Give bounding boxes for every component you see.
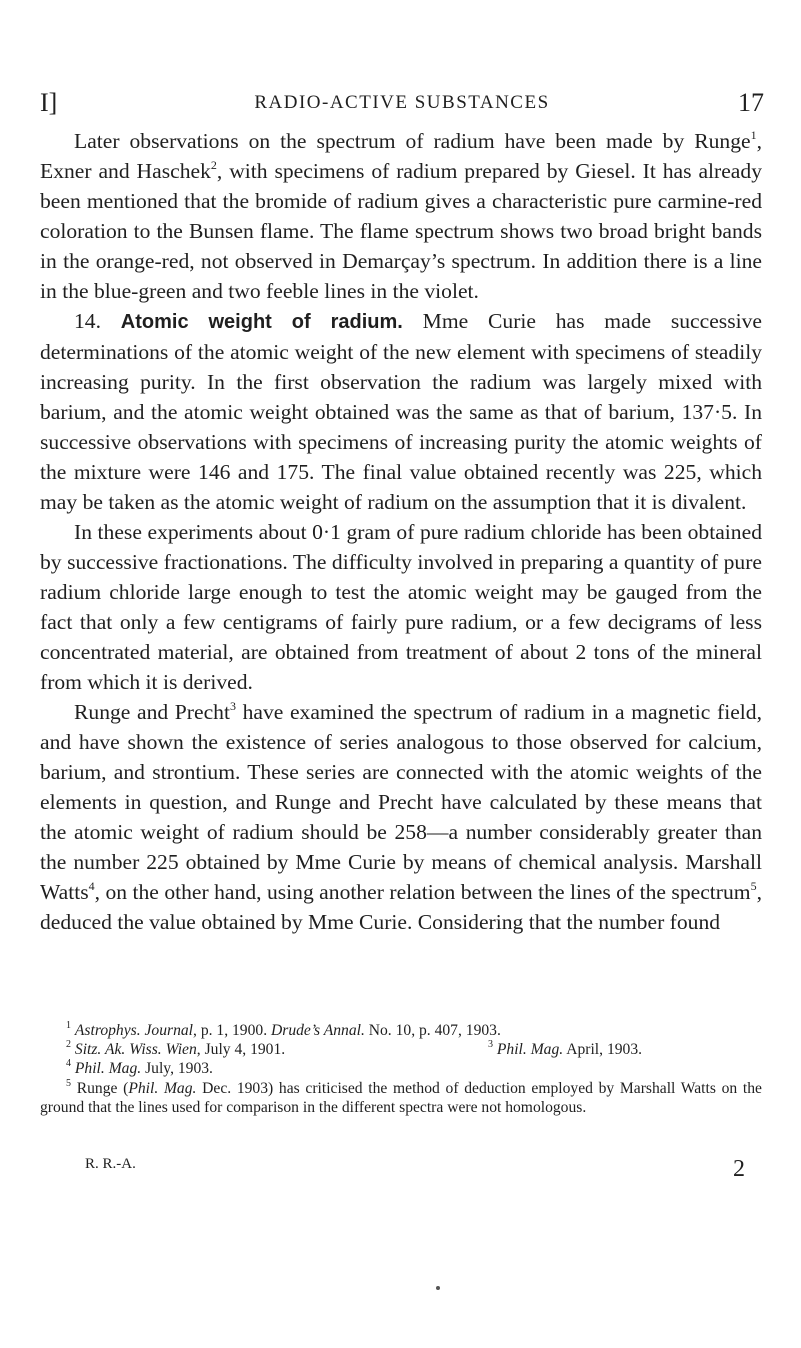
footnote-row-2-3 bbox=[40, 1040, 762, 1059]
signature-mark: R. R.-A. bbox=[85, 1156, 136, 1172]
paper-speck bbox=[436, 1286, 440, 1290]
text-run: , Exner and Haschek bbox=[40, 129, 762, 183]
chapter-marker: I] bbox=[40, 88, 58, 117]
page-number: 17 bbox=[738, 88, 764, 117]
running-title: RADIO-ACTIVE SUBSTANCES bbox=[254, 92, 550, 113]
footnote-row-1-2 bbox=[40, 1021, 762, 1040]
footnote-5: $^5$ Runge (Phil. Mag. Dec. 1903) has criticised the method of deduction employed by Marshall Watts on the ground that the lines used for comparison in the different spectra were not homologous. bbox=[40, 1077, 762, 1116]
footnote-ref: 2 bbox=[210, 158, 217, 172]
signature-number: 2 bbox=[733, 1156, 745, 1182]
footnote-1: $^1$ Astrophys. Journal, p. 1, 1900. Drude’s Annal. No. 10, p. 407, 1903. bbox=[66, 1020, 501, 1039]
text-run: Later observations on the spectrum of radium have been made by Runge bbox=[74, 129, 751, 153]
paragraph bbox=[40, 517, 762, 697]
text-run: , deduced the value obtained by Mme Curie. Considering that the number found bbox=[40, 880, 762, 934]
section-heading: Atomic weight of radium. bbox=[120, 311, 403, 333]
paragraph bbox=[40, 126, 762, 306]
running-header bbox=[40, 88, 764, 118]
text-run: Mme Curie has made successive determinations of the atomic weight of the new element with specimens of steadily increasing purity. In the first observation the radium was largely mixed with barium, and the atomic weight obtained was the same as that of barium, 137·5. In successive observations with specimens of increasing purity the atomic weights of the mixture were 146 and 175. The final value obtained recently was 225, which may be taken as the atomic weight of radium on the assumption that it is divalent. bbox=[40, 309, 762, 514]
footnote-ref: 1 bbox=[750, 128, 757, 142]
text-run: Runge and Precht bbox=[74, 700, 230, 724]
footnotes bbox=[40, 1021, 762, 1117]
text-run: , on the other hand, using another relation between the lines of the spectrum bbox=[94, 880, 751, 904]
footnote-3: $^3$ Phil. Mag. April, 1903. bbox=[488, 1039, 643, 1059]
footnote-ref: 5 bbox=[750, 879, 757, 893]
text-run: 14. bbox=[74, 309, 121, 333]
text-run: have examined the spectrum of radium in a magnetic field, and have shown the existence of series analogous to those observed for calcium, barium, and strontium. These series are connected with the atomic weights of the elements in question, and Runge and Precht have calculated by these means that the atomic weight of radium should be 258—a number considerably greater than the number 225 obtained by Mme Curie by means of chemical analysis. Marshall Watts bbox=[40, 700, 762, 904]
text-run: In these experiments about 0·1 gram of pure radium chloride has been obtained by successive fractionations. The difficulty involved in preparing a quantity of pure radium chloride large enough to test the atomic weight may be gauged from the fact that only a few centigrams of fairly pure radium, or a few decigrams of less concentrated material, are obtained from treatment of about 2 tons of the mineral from which it is derived. bbox=[40, 520, 762, 694]
text-run: , with specimens of radium prepared by Giesel. It has already been mentioned that the bromide of radium gives a characteristic pure carmine-red coloration to the Bunsen flame. The flame spectrum shows two broad bright bands in the orange-red, not observed in Demarçay’s spectrum. In addition there is a line in the blue-green and two feeble lines in the violet. bbox=[40, 159, 762, 303]
footnote-2: $^2$ Sitz. Ak. Wiss. Wien, July 4, 1901. bbox=[66, 1039, 286, 1059]
paragraph bbox=[40, 306, 762, 517]
footnote-4: $^4$ Phil. Mag. July, 1903. bbox=[66, 1058, 213, 1078]
paragraph bbox=[40, 697, 762, 937]
footnote-ref: 4 bbox=[88, 879, 95, 893]
main-text bbox=[40, 126, 762, 937]
footnote-ref: 3 bbox=[229, 699, 236, 713]
